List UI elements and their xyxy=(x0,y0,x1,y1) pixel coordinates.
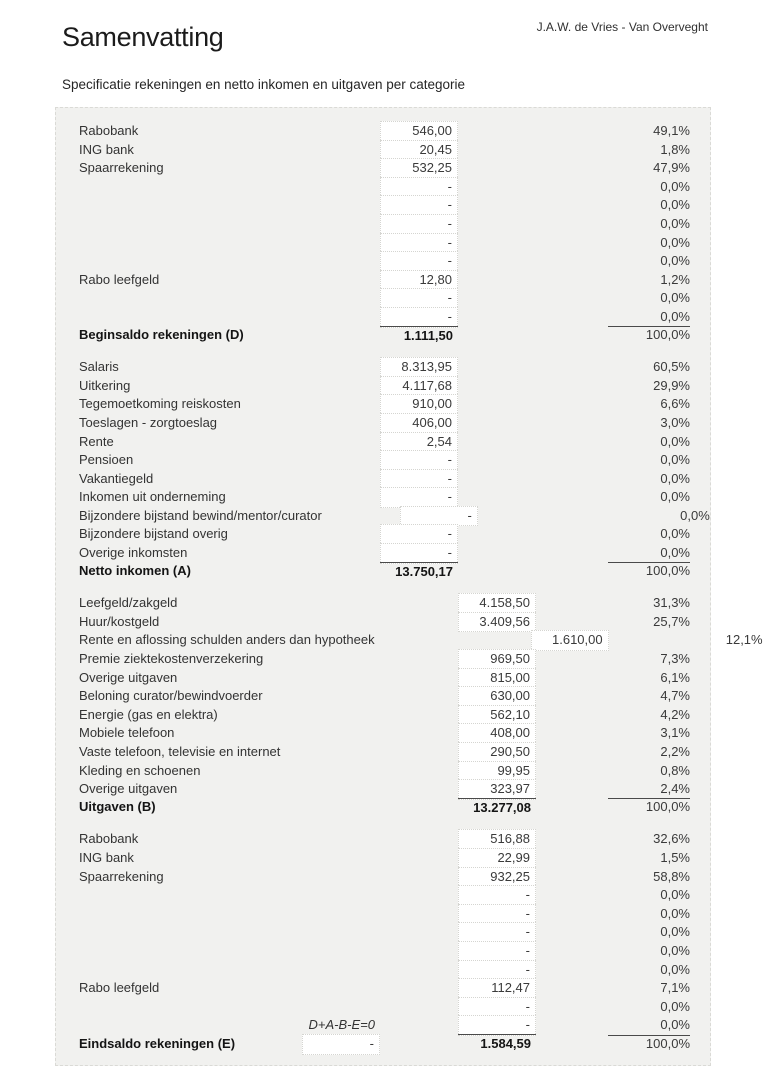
row-label: Rabo leefgeld xyxy=(79,271,160,287)
percent-total-value: 100,0% xyxy=(645,799,690,815)
percent-value: 0,0% xyxy=(660,197,690,213)
total-amount-col-a xyxy=(380,1034,458,1055)
amount-cell-col-a[interactable]: 2,54 xyxy=(380,432,458,453)
amount-cell-col-b xyxy=(458,288,536,309)
table-row xyxy=(79,904,690,923)
table-row xyxy=(79,829,690,848)
amount-cell-col-b[interactable]: 516,88 xyxy=(458,829,536,850)
table-row xyxy=(79,450,690,469)
check-column xyxy=(302,848,380,869)
amount-cell-col-b xyxy=(458,121,536,142)
table-row xyxy=(79,960,690,979)
total-label: Netto inkomen (A) xyxy=(79,563,191,579)
row-label: Overige uitgaven xyxy=(79,669,178,685)
amount-cell-col-b[interactable]: - xyxy=(458,960,536,981)
percent-value: 29,9% xyxy=(653,377,690,393)
row-label: Toeslagen - zorgtoeslag xyxy=(79,414,218,430)
amount-cell-col-b[interactable]: 4.158,50 xyxy=(458,593,536,614)
amount-cell-col-a[interactable]: - xyxy=(400,506,478,527)
percent-value: 0,0% xyxy=(660,942,690,958)
check-column xyxy=(302,288,380,309)
amount-cell-col-b xyxy=(458,524,536,545)
row-label: Overige inkomsten xyxy=(79,545,188,561)
percent-value: 0,0% xyxy=(660,452,690,468)
row-label: ING bank xyxy=(79,849,134,865)
amount-cell-col-a xyxy=(380,1015,458,1036)
table-row xyxy=(79,469,690,488)
table-row xyxy=(79,158,690,177)
amount-cell-col-a[interactable]: - xyxy=(380,214,458,235)
total-label: Eindsaldo rekeningen (E) xyxy=(79,1035,236,1051)
check-column xyxy=(302,612,380,633)
amount-cell-col-a xyxy=(380,612,458,633)
amount-cell-col-b xyxy=(458,307,536,328)
page-title: Samenvatting xyxy=(62,22,224,52)
amount-cell-col-a[interactable]: 406,00 xyxy=(380,413,458,434)
amount-cell-col-a xyxy=(380,723,458,744)
percent-total xyxy=(536,798,690,817)
check-column xyxy=(302,177,380,198)
check-column xyxy=(302,867,380,888)
amount-cell-col-b xyxy=(458,158,536,179)
percent-value: 47,9% xyxy=(653,160,690,176)
table-total-row xyxy=(79,562,690,581)
row-label: Tegemoetkoming reiskosten xyxy=(79,396,241,412)
check-column xyxy=(302,450,380,471)
percent-value: 25,7% xyxy=(653,613,690,629)
amount-cell-col-b xyxy=(458,469,536,490)
percent-total-value: 100,0% xyxy=(645,1035,690,1051)
check-column xyxy=(302,394,380,415)
amount-cell-col-a xyxy=(380,829,458,850)
check-column xyxy=(302,885,380,906)
amount-cell-col-a xyxy=(380,922,458,943)
percent-value: 0,0% xyxy=(660,961,690,977)
check-column xyxy=(302,432,380,453)
amount-cell-col-a xyxy=(380,941,458,962)
table-total-row xyxy=(79,1034,690,1053)
amount-cell-col-a[interactable]: - xyxy=(380,469,458,490)
check-column xyxy=(302,357,380,378)
percent-total xyxy=(536,1035,690,1054)
amount-cell-col-a xyxy=(380,904,458,925)
percent-value: 0,0% xyxy=(660,489,690,505)
row-label: Salaris xyxy=(79,359,119,375)
amount-cell-col-a xyxy=(380,593,458,614)
percent-value: 1,5% xyxy=(660,849,690,865)
amount-cell-col-a xyxy=(380,779,458,800)
total-amount-col-a: 1.111,50 xyxy=(380,326,458,346)
table-row xyxy=(79,848,690,867)
table-row xyxy=(79,394,690,413)
row-label: Bijzondere bijstand bewind/mentor/curator xyxy=(79,507,322,523)
amount-cell-col-b xyxy=(458,487,536,508)
check-cell xyxy=(302,562,380,582)
check-column xyxy=(302,742,380,763)
amount-cell-col-b[interactable]: - xyxy=(458,922,536,943)
table-row xyxy=(79,251,690,270)
amount-cell-col-a xyxy=(380,649,458,670)
check-column xyxy=(302,233,380,254)
amount-cell-col-a[interactable]: 4.117,68 xyxy=(380,376,458,397)
table-row xyxy=(79,357,690,376)
row-label: ING bank xyxy=(79,141,134,157)
section-end-balances xyxy=(79,829,690,1052)
table-row xyxy=(79,376,690,395)
check-formula-label: D+A-B-E=0 xyxy=(308,1017,375,1033)
check-column xyxy=(302,705,380,726)
check-column xyxy=(302,487,380,508)
percent-value: 0,8% xyxy=(660,762,690,778)
percent-total-value: 100,0% xyxy=(645,327,690,343)
section-begin-balances xyxy=(79,121,690,344)
amount-cell-col-a xyxy=(380,742,458,763)
amount-cell-col-b xyxy=(458,214,536,235)
percent-value: 0,0% xyxy=(660,526,690,542)
percent-value: 32,6% xyxy=(653,831,690,847)
total-amount-col-b: 1.584,59 xyxy=(458,1034,536,1055)
table-row xyxy=(79,524,690,543)
percent-value: 0,0% xyxy=(660,887,690,903)
amount-cell-col-b xyxy=(478,506,556,527)
percent-value: 2,4% xyxy=(660,781,690,797)
row-label: Overige uitgaven xyxy=(79,781,178,797)
check-column xyxy=(302,668,380,689)
row-label: Leefgeld/zakgeld xyxy=(79,595,178,611)
amount-cell-col-b[interactable]: 323,97 xyxy=(458,779,536,800)
percent-value: 1,2% xyxy=(660,271,690,287)
table-row xyxy=(79,922,690,941)
amount-cell-col-b[interactable]: - xyxy=(458,1015,536,1036)
table-row xyxy=(79,885,690,904)
check-column xyxy=(302,723,380,744)
amount-cell-col-b xyxy=(458,450,536,471)
check-column xyxy=(302,214,380,235)
percent-value: 0,0% xyxy=(660,178,690,194)
amount-cell-col-a xyxy=(380,978,458,999)
table-row xyxy=(79,233,690,252)
table-row xyxy=(79,978,690,997)
percent-value: 6,1% xyxy=(660,669,690,685)
amount-cell-col-b[interactable]: - xyxy=(458,941,536,962)
row-label: Huur/kostgeld xyxy=(79,613,160,629)
amount-cell-col-a xyxy=(380,867,458,888)
check-column xyxy=(302,941,380,962)
amount-cell-col-a[interactable]: - xyxy=(380,543,458,564)
section-expenses xyxy=(79,593,763,816)
table-row xyxy=(79,867,690,886)
total-label: Uitgaven (B) xyxy=(79,799,156,815)
percent-value: 0,0% xyxy=(660,924,690,940)
amount-cell-col-b[interactable]: 408,00 xyxy=(458,723,536,744)
amount-cell-col-b xyxy=(458,177,536,198)
check-column xyxy=(302,469,380,490)
table-row xyxy=(79,593,690,612)
check-column xyxy=(302,649,380,670)
check-cell[interactable]: - xyxy=(302,1034,380,1055)
table-row xyxy=(79,543,690,562)
check-column xyxy=(302,543,380,564)
amount-cell-col-a xyxy=(380,960,458,981)
amount-cell-col-a[interactable]: - xyxy=(380,288,458,309)
percent-value: 0,0% xyxy=(660,905,690,921)
table-row xyxy=(79,121,690,140)
row-label: Spaarrekening xyxy=(79,868,164,884)
section-income xyxy=(79,357,710,580)
amount-cell-col-a[interactable]: 12,80 xyxy=(380,270,458,291)
amount-cell-col-b xyxy=(458,413,536,434)
amount-cell-col-b[interactable]: 969,50 xyxy=(458,649,536,670)
table-row xyxy=(79,612,690,631)
table-row xyxy=(79,177,690,196)
table-row xyxy=(79,288,690,307)
check-column xyxy=(302,593,380,614)
percent-value: 2,2% xyxy=(660,744,690,759)
percent-value: 0,0% xyxy=(660,545,690,561)
check-cell xyxy=(302,326,380,346)
amount-cell-col-b[interactable]: 630,00 xyxy=(458,686,536,707)
amount-cell-col-b xyxy=(458,140,536,161)
amount-cell-col-a[interactable]: 546,00 xyxy=(380,121,458,142)
table-row xyxy=(79,140,690,159)
amount-cell-col-b xyxy=(458,251,536,272)
amount-cell-col-b[interactable]: 3.409,56 xyxy=(458,612,536,633)
check-column xyxy=(375,630,453,651)
row-label: Rabobank xyxy=(79,123,139,138)
amount-cell-col-b xyxy=(458,233,536,254)
amount-cell-col-a[interactable]: - xyxy=(380,307,458,328)
total-label: Beginsaldo rekeningen (D) xyxy=(79,327,244,343)
table-row xyxy=(79,487,690,506)
total-amount-col-a xyxy=(380,798,458,818)
row-label: Uitkering xyxy=(79,377,131,393)
amount-cell-col-b xyxy=(458,195,536,216)
row-label: Vakantiegeld xyxy=(79,470,154,486)
row-label: Inkomen uit onderneming xyxy=(79,489,226,505)
amount-cell-col-a[interactable]: - xyxy=(380,195,458,216)
table-row xyxy=(79,686,690,705)
table-row xyxy=(79,630,763,649)
row-label: Rente en aflossing schulden anders dan hypotheek xyxy=(79,632,375,648)
check-column xyxy=(302,413,380,434)
row-label: Rente xyxy=(79,433,114,449)
amount-cell-col-a[interactable]: - xyxy=(380,524,458,545)
table-row xyxy=(79,506,710,525)
percent-value: 49,1% xyxy=(653,123,690,138)
percent-value: 0,0% xyxy=(660,308,690,324)
table-row xyxy=(79,779,690,798)
table-row xyxy=(79,723,690,742)
check-column xyxy=(302,978,380,999)
percent-value: 60,5% xyxy=(653,359,690,375)
amount-cell-col-b[interactable]: 1.610,00 xyxy=(531,630,609,651)
amount-cell-col-b[interactable]: 562,10 xyxy=(458,705,536,726)
table-row xyxy=(79,270,690,289)
percent-value: 4,2% xyxy=(660,706,690,722)
table-row xyxy=(79,195,690,214)
amount-cell-col-a[interactable]: 910,00 xyxy=(380,394,458,415)
table-total-row xyxy=(79,798,690,817)
amount-cell-col-a xyxy=(380,705,458,726)
percent-total xyxy=(536,562,690,581)
percent-value: 6,6% xyxy=(660,396,690,412)
percent-value: 0,0% xyxy=(660,433,690,449)
amount-cell-col-a[interactable]: - xyxy=(380,177,458,198)
percent-value: 7,3% xyxy=(660,651,690,667)
percent-value: 7,1% xyxy=(660,980,690,996)
percent-value: 58,8% xyxy=(653,868,690,884)
percent-value: 0,0% xyxy=(660,253,690,269)
percent-value: 12,1% xyxy=(725,632,763,648)
percent-value: 0,0% xyxy=(660,470,690,486)
row-label: Rabo leefgeld xyxy=(79,980,160,996)
check-cell xyxy=(302,798,380,818)
percent-total xyxy=(536,326,690,345)
check-column xyxy=(302,997,380,1018)
table-row xyxy=(79,214,690,233)
row-label: Rabobank xyxy=(79,831,139,847)
amount-cell-col-a xyxy=(380,668,458,689)
amount-cell-col-a xyxy=(380,761,458,782)
percent-value: 31,3% xyxy=(653,595,690,611)
table-row xyxy=(79,997,690,1016)
row-label: Spaarrekening xyxy=(79,160,164,176)
table-row xyxy=(79,413,690,432)
row-label: Premie ziektekostenverzekering xyxy=(79,651,264,667)
check-column xyxy=(302,140,380,161)
check-column xyxy=(302,904,380,925)
percent-total-value: 100,0% xyxy=(645,563,690,579)
check-column xyxy=(322,506,400,527)
percent-value: 4,7% xyxy=(660,688,690,704)
amount-cell-col-b xyxy=(458,432,536,453)
check-column xyxy=(302,195,380,216)
percent-value: 0,0% xyxy=(660,998,690,1014)
amount-cell-col-a[interactable]: 20,45 xyxy=(380,140,458,161)
percent-value: 3,0% xyxy=(660,414,690,430)
row-label: Mobiele telefoon xyxy=(79,725,175,741)
table-row xyxy=(79,307,690,326)
table-row xyxy=(79,941,690,960)
table-row xyxy=(79,1015,690,1034)
amount-cell-col-a xyxy=(380,885,458,906)
amount-cell-col-b[interactable]: 22,99 xyxy=(458,848,536,869)
check-column xyxy=(302,270,380,291)
total-amount-col-b xyxy=(458,326,536,346)
row-label: Vaste telefoon, televisie en internet xyxy=(79,744,281,759)
amount-cell-col-a xyxy=(453,630,531,651)
table-row xyxy=(79,668,690,687)
amount-cell-col-b[interactable]: - xyxy=(458,904,536,925)
check-column xyxy=(302,524,380,545)
check-column xyxy=(302,779,380,800)
check-column xyxy=(302,307,380,328)
amount-cell-col-b[interactable]: - xyxy=(458,885,536,906)
amount-cell-col-a xyxy=(380,848,458,869)
table-row xyxy=(79,649,690,668)
amount-cell-col-b[interactable]: 932,25 xyxy=(458,867,536,888)
percent-value: 1,8% xyxy=(660,141,690,157)
amount-cell-col-a[interactable]: - xyxy=(380,251,458,272)
percent-value: 0,0% xyxy=(660,234,690,250)
account-holder-name: J.A.W. de Vries - Van Overveght xyxy=(536,20,708,34)
amount-cell-col-b[interactable]: 112,47 xyxy=(458,978,536,999)
check-column xyxy=(302,960,380,981)
amount-cell-col-b[interactable]: 99,95 xyxy=(458,761,536,782)
amount-cell-col-b[interactable]: 290,50 xyxy=(458,742,536,763)
amount-cell-col-a xyxy=(380,997,458,1018)
check-column xyxy=(302,829,380,850)
amount-cell-col-a[interactable]: - xyxy=(380,233,458,254)
percent-value: 0,0% xyxy=(660,290,690,306)
amount-cell-col-b xyxy=(458,270,536,291)
amount-cell-col-a[interactable]: 8.313,95 xyxy=(380,357,458,378)
amount-cell-col-a xyxy=(380,686,458,707)
percent-value: 0,0% xyxy=(680,507,710,523)
table-row xyxy=(79,432,690,451)
table-total-row xyxy=(79,326,690,345)
percent-value: 0,0% xyxy=(660,1017,690,1033)
percent-value: 3,1% xyxy=(660,725,690,741)
amount-cell-col-b xyxy=(458,357,536,378)
table-row xyxy=(79,761,690,780)
total-amount-col-b xyxy=(458,562,536,582)
total-amount-col-a: 13.750,17 xyxy=(380,562,458,582)
check-column xyxy=(302,376,380,397)
total-amount-col-b: 13.277,08 xyxy=(458,798,536,818)
amount-cell-col-a[interactable]: 532,25 xyxy=(380,158,458,179)
check-column xyxy=(302,761,380,782)
amount-cell-col-a[interactable]: - xyxy=(380,450,458,471)
check-column xyxy=(302,121,380,142)
amount-cell-col-b xyxy=(458,394,536,415)
row-label: Kleding en schoenen xyxy=(79,762,201,778)
row-label: Energie (gas en elektra) xyxy=(79,706,218,722)
amount-cell-col-b[interactable]: - xyxy=(458,997,536,1018)
check-column xyxy=(302,251,380,272)
amount-cell-col-b xyxy=(458,376,536,397)
table-row xyxy=(79,705,690,724)
check-column xyxy=(302,686,380,707)
amount-cell-col-b[interactable]: 815,00 xyxy=(458,668,536,689)
row-label: Pensioen xyxy=(79,452,134,468)
check-column xyxy=(302,922,380,943)
check-column xyxy=(302,158,380,179)
page-subtitle: Specificatie rekeningen en netto inkomen en uitgaven per categorie xyxy=(62,77,466,92)
percent-value: 0,0% xyxy=(660,215,690,231)
amount-cell-col-b xyxy=(458,543,536,564)
row-label: Beloning curator/bewindvoerder xyxy=(79,688,263,704)
amount-cell-col-a[interactable]: - xyxy=(380,487,458,508)
row-label: Bijzondere bijstand overig xyxy=(79,526,228,542)
summary-table xyxy=(55,107,763,1066)
table-row xyxy=(79,742,690,761)
